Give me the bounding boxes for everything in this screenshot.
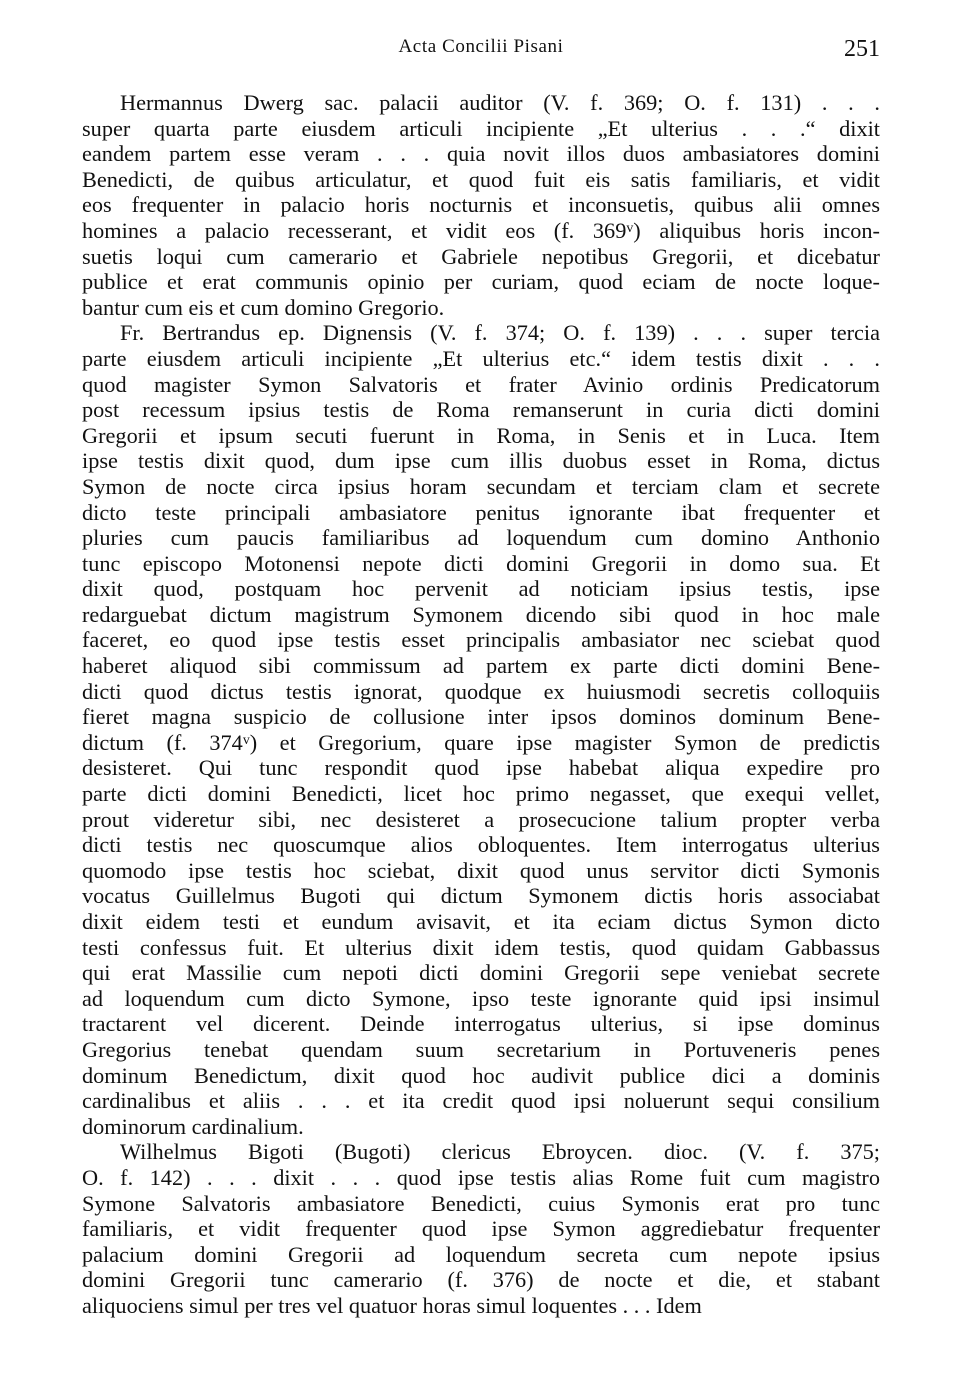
text-line: haberet aliquod sibi commissum ad partem ex parte dicti domini Bene- [82, 653, 880, 679]
text-line: tunc episcopo Motonensi nepote dicti domini Gregorii in domo sua. Et [82, 550, 880, 576]
paragraph [82, 320, 880, 1139]
text-line: O. f. 142) . . . dixit . . . quod ipse testis alias Rome fuit cum magistro [82, 1164, 880, 1190]
text-line: testi confessus fuit. Et ulterius dixit idem testis, quod quidam Gabbassus [82, 934, 880, 960]
text-line: Symone Salvatoris ambasiatore Benedicti, cuius Symonis erat pro tunc [82, 1190, 880, 1216]
text-line: ipse testis dixit quod, dum ipse cum illis duobus esset in Roma, dictus [82, 448, 880, 474]
body-text [82, 90, 880, 1319]
text-line: dicti quod dictus testis ignorat, quodque ex huiusmodi secretis colloquiis [82, 678, 880, 704]
text-line: dicti testis nec quoscumque alios obloquentes. Item interrogatus ulterius [82, 832, 880, 858]
text-line: post recessum ipsius testis de Roma remanserunt in curia dicti domini [82, 397, 880, 423]
text-line: aliquociens simul per tres vel quatuor horas simul loquentes . . . Idem [82, 1292, 702, 1318]
text-line: publice et erat communis opinio per curiam, quod eciam de nocte loque- [82, 269, 880, 295]
paragraph [82, 90, 880, 320]
text-line: qui erat Massilie cum nepoti dicti domini Gregorii sepe veniebat secrete [82, 960, 880, 986]
text-line: Fr. Bertrandus ep. Dignensis (V. f. 374; O. f. 139) . . . super tercia [120, 320, 880, 346]
text-line: familiaris, et vidit frequenter quod ipse Symon aggrediebatur frequenter [82, 1216, 880, 1242]
text-line: Hermannus Dwerg sac. palacii auditor (V. f. 369; O. f. 131) . . . [120, 90, 880, 115]
text-line: vocatus Guillelmus Bugoti qui dictum Symonem dictis horis associabat [82, 883, 880, 909]
text-line: palacium domini Gregorii ad loquendum secreta cum nepote ipsius [82, 1241, 880, 1267]
text-line: dominum Benedictum, dixit quod hoc audivit publice dici a dominis [82, 1062, 880, 1088]
running-title: Acta Concilii Pisani [398, 36, 564, 57]
text-line: quomodo ipse testis hoc sciebat, dixit quod unus servitor dicti Symonis [82, 857, 880, 883]
text-line: Symon de nocte circa ipsius horam secundam et terciam clam et secrete [82, 473, 880, 499]
text-line: dominorum cardinalium. [82, 1113, 304, 1139]
text-line: eandem partem esse veram . . . quia novit illos duos ambasiatores domini [82, 141, 880, 167]
text-line: cardinalibus et aliis . . . et ita credit quod ipsi noluerunt sequi consilium [82, 1088, 880, 1114]
text-line: Gregorii et ipsum secuti fuerunt in Roma, in Senis et in Luca. Item [82, 422, 880, 448]
text-line: homines a palacio recesserant, et vidit eos (f. 369$^v$) aliquibus horis incon- [82, 217, 880, 243]
text-line: redarguebat dictum magistrum Symonem dicendo sibi quod in hoc male [82, 601, 880, 627]
text-line: super quarta parte eiusdem articuli incipiente „Et ulterius . . .“ dixit [82, 115, 880, 141]
text-line: eos frequenter in palacio horis nocturnis et inconsuetis, quibus alii omnes [82, 192, 880, 218]
text-line: tractarent vel dicerent. Deinde interrogatus ulterius, si ipse dominus [82, 1011, 880, 1037]
text-line: dixit eidem testi et eundum avisavit, et ita eciam dictus Symon dicto [82, 909, 880, 934]
document-page [82, 28, 880, 1319]
text-line: Gregorius tenebat quendam suum secretarium in Portuveneris penes [82, 1036, 880, 1062]
text-line: dicto teste principali ambasiatore penitus ignorante ibat frequenter et [82, 499, 880, 525]
text-line: domini Gregorii tunc camerario (f. 376) de nocte et die, et stabant [82, 1267, 880, 1293]
text-line: faceret, eo quod ipse testis esset principalis ambasiator nec sciebat quod [82, 627, 880, 653]
text-line: dixit quod, postquam hoc pervenit ad noticiam ipsius testis, ipse [82, 576, 880, 602]
text-line: quod magister Symon Salvatoris et frater Avinio ordinis Predicatorum [82, 371, 880, 397]
paragraph [82, 1139, 880, 1318]
text-line: ad loquendum cum dicto Symone, ipso teste ignorante quid ipsi insimul [82, 985, 880, 1011]
text-line: fieret magna suspicio de collusione inter ipsos dominos dominum Bene- [82, 704, 880, 730]
text-line: suetis loqui cum camerario et Gabriele nepotibus Gregorii, et dicebatur [82, 243, 880, 269]
text-line: Wilhelmus Bigoti (Bugoti) clericus Ebroycen. dioc. (V. f. 375; [120, 1139, 880, 1165]
text-line: parte dicti domini Benedicti, licet hoc primo negasset, que exequi vellet, [82, 781, 880, 807]
text-line: parte eiusdem articuli incipiente „Et ulterius etc.“ idem testis dixit . . . [82, 345, 880, 371]
page-number: 251 [844, 36, 880, 62]
text-line: dictum (f. 374$^v$) et Gregorium, quare ipse magister Symon de predictis [82, 729, 880, 755]
text-line: bantur cum eis et cum domino Gregorio. [82, 294, 445, 320]
text-line: prout videretur sibi, nec desisteret a prosecucione talium propter verba [82, 806, 880, 832]
running-header [82, 28, 880, 68]
text-line: pluries cum paucis familiaribus ad loquendum cum domino Anthonio [82, 525, 880, 551]
text-line: desisteret. Qui tunc respondit quod ipse habebat aliqua expedire pro [82, 755, 880, 781]
text-line: Benedicti, de quibus articulatur, et quod fuit eis satis familiaris, et vidit [82, 166, 880, 192]
